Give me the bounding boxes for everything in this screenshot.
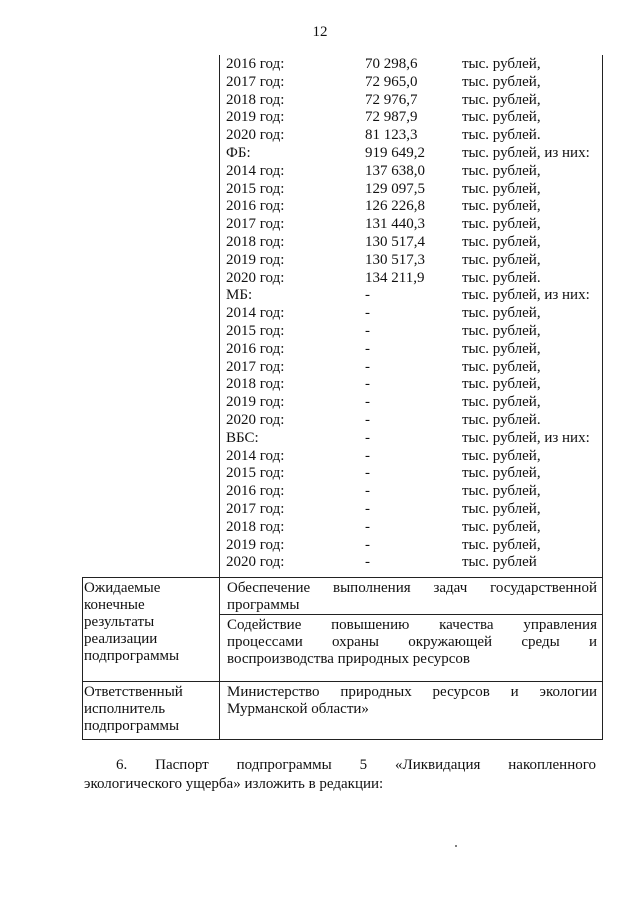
paragraph-6-line-1: 6. Паспорт подпрограммы 5 «Ликвидация накопленного xyxy=(116,757,596,773)
financing-row-label: 2018 год: xyxy=(226,376,285,393)
expected-results-label xyxy=(84,580,214,665)
financing-row-value: 129 097,5 xyxy=(365,180,425,197)
table-rule-results-top xyxy=(82,577,603,578)
financing-row-unit: тыс. рублей, xyxy=(462,465,541,482)
financing-row-value: 137 638,0 xyxy=(365,162,425,179)
financing-row-label: ФБ: xyxy=(226,145,251,161)
financing-row xyxy=(222,536,602,554)
paragraph-6 xyxy=(84,756,596,794)
financing-row-value: 72 976,7 xyxy=(365,91,418,108)
financing-row-value: - xyxy=(365,305,370,322)
financing-row xyxy=(222,482,602,500)
financing-row-unit: тыс. рублей, xyxy=(462,447,541,464)
financing-row xyxy=(222,429,602,447)
financing-row-label: 2019 год: xyxy=(226,394,285,411)
financing-row-label: ВБС: xyxy=(226,429,259,446)
financing-row-label: 2014 год: xyxy=(226,162,285,179)
expected-result-item-1-line: Обеспечение выполнения задач государственной xyxy=(227,580,597,596)
financing-row-unit: тыс. рублей, xyxy=(462,180,541,197)
responsible-label xyxy=(84,684,214,735)
table-rule-bottom xyxy=(82,739,603,740)
financing-row-value: - xyxy=(365,501,370,517)
responsible-value-line: Министерство природных ресурсов и экологии xyxy=(227,684,597,700)
expected-result-item-2 xyxy=(227,617,597,668)
responsible-value-line: Мурманской области» xyxy=(227,701,369,717)
responsible-label-line: исполнитель xyxy=(84,701,166,717)
financing-row-label: 2017 год: xyxy=(226,216,285,233)
financing-row-value: - xyxy=(365,536,370,553)
expected-results-label-line: подпрограммы xyxy=(84,648,180,664)
financing-row-unit: тыс. рублей, из них: xyxy=(462,429,590,446)
financing-row-label: 2019 год: xyxy=(226,251,285,268)
financing-row xyxy=(222,553,602,571)
page-number: 12 xyxy=(312,24,328,40)
financing-row-value: - xyxy=(365,376,370,393)
expected-result-item-1-line: программы xyxy=(227,597,300,613)
financing-row-label: 2016 год: xyxy=(226,198,285,215)
financing-row-label: 2014 год: xyxy=(226,447,285,464)
financing-row-value: - xyxy=(365,429,370,446)
financing-row-unit: тыс. рублей xyxy=(462,554,537,571)
financing-row-unit: тыс. рублей, xyxy=(462,109,541,126)
financing-row-unit: тыс. рублей, xyxy=(462,376,541,393)
financing-row xyxy=(222,233,602,251)
paragraph-6-line-2: экологического ущерба» изложить в редакции: xyxy=(84,776,384,792)
financing-row-unit: тыс. рублей, xyxy=(462,91,541,108)
financing-row-label: 2019 год: xyxy=(226,109,285,126)
financing-row xyxy=(222,464,602,482)
expected-results-label-line: Ожидаемые xyxy=(84,580,161,596)
financing-row-label: 2017 год: xyxy=(226,501,285,517)
financing-row xyxy=(222,126,602,144)
table-rule-responsible-top xyxy=(82,681,603,682)
financing-row-unit: тыс. рублей, xyxy=(462,305,541,322)
financing-row xyxy=(222,144,602,162)
financing-row-value: 130 517,4 xyxy=(365,234,425,250)
financing-row xyxy=(222,251,602,269)
financing-row-unit: тыс. рублей, xyxy=(462,198,541,215)
financing-row-label: 2020 год: xyxy=(226,127,285,144)
financing-row-unit: тыс. рублей, xyxy=(462,358,541,375)
financing-row-value: 130 517,3 xyxy=(365,251,425,268)
financing-row-value: - xyxy=(365,394,370,411)
financing-row-unit: тыс. рублей. xyxy=(462,269,541,286)
financing-row xyxy=(222,286,602,304)
financing-row-label: 2017 год: xyxy=(226,73,285,90)
financing-row-value: - xyxy=(365,518,370,535)
expected-result-item-2-line: Содействие повышению качества управления xyxy=(227,617,597,633)
financing-row-label: 2020 год: xyxy=(226,412,285,428)
financing-row xyxy=(222,304,602,322)
financing-row-unit: тыс. рублей, xyxy=(462,56,541,72)
financing-row-unit: тыс. рублей, из них: xyxy=(462,287,590,304)
financing-row-value: 919 649,2 xyxy=(365,145,425,161)
financing-row xyxy=(222,500,602,518)
responsible-value xyxy=(227,684,597,718)
financing-row xyxy=(222,108,602,126)
financing-row xyxy=(222,340,602,358)
financing-row xyxy=(222,215,602,233)
financing-row-unit: тыс. рублей, xyxy=(462,216,541,233)
expected-results-label-line: конечные xyxy=(84,597,145,613)
financing-row-value: - xyxy=(365,447,370,464)
financing-row-value: 81 123,3 xyxy=(365,127,418,144)
financing-row xyxy=(222,393,602,411)
expected-results-label-line: результаты xyxy=(84,614,155,630)
scan-speck xyxy=(455,845,457,847)
financing-row-label: 2017 год: xyxy=(226,358,285,375)
financing-row-value: 134 211,9 xyxy=(365,269,425,286)
financing-row xyxy=(222,375,602,393)
financing-row-label: 2014 год: xyxy=(226,305,285,322)
financing-row-label: 2016 год: xyxy=(226,340,285,357)
financing-row-unit: тыс. рублей, из них: xyxy=(462,145,590,161)
financing-row-label: 2016 год: xyxy=(226,483,285,500)
financing-row-unit: тыс. рублей, xyxy=(462,340,541,357)
financing-row-value: - xyxy=(365,483,370,500)
financing-row-label: 2018 год: xyxy=(226,91,285,108)
financing-row-unit: тыс. рублей, xyxy=(462,483,541,500)
financing-row-label: 2020 год: xyxy=(226,554,285,571)
financing-row-unit: тыс. рублей, xyxy=(462,518,541,535)
financing-row-value: - xyxy=(365,465,370,482)
table-divider-col xyxy=(219,55,220,740)
financing-row-label: 2020 год: xyxy=(226,269,285,286)
financing-row xyxy=(222,447,602,465)
expected-result-item-1 xyxy=(227,580,597,614)
financing-row-unit: тыс. рублей. xyxy=(462,412,541,428)
financing-row-value: - xyxy=(365,340,370,357)
financing-row-label: 2015 год: xyxy=(226,180,285,197)
financing-row xyxy=(222,73,602,91)
responsible-label-line: подпрограммы xyxy=(84,718,180,734)
financing-row-value: - xyxy=(365,554,370,571)
financing-row xyxy=(222,518,602,536)
table-border-left xyxy=(82,577,83,740)
financing-row xyxy=(222,197,602,215)
financing-row-value: 72 965,0 xyxy=(365,73,418,90)
financing-row xyxy=(222,91,602,109)
financing-row-value: - xyxy=(365,412,370,428)
financing-row-unit: тыс. рублей, xyxy=(462,73,541,90)
financing-row-value: 72 987,9 xyxy=(365,109,418,126)
financing-row-label: 2015 год: xyxy=(226,465,285,482)
expected-result-item-2-line: воспроизводства природных ресурсов xyxy=(227,651,471,667)
financing-row xyxy=(222,358,602,376)
table-border-right xyxy=(602,55,603,740)
expected-result-item-2-line: процессами охраны окружающей среды и xyxy=(227,634,597,650)
financing-row-value: - xyxy=(365,287,370,304)
financing-row xyxy=(222,180,602,198)
financing-row-label: 2018 год: xyxy=(226,518,285,535)
financing-row-label: 2016 год: xyxy=(226,56,285,72)
financing-row xyxy=(222,55,602,73)
table-rule-results-inner xyxy=(219,614,603,615)
financing-row xyxy=(222,411,602,429)
financing-row-value: - xyxy=(365,323,370,339)
financing-row-label: 2019 год: xyxy=(226,536,285,553)
financing-row xyxy=(222,269,602,287)
financing-row-unit: тыс. рублей. xyxy=(462,127,541,144)
financing-row xyxy=(222,162,602,180)
financing-row-value: 126 226,8 xyxy=(365,198,425,215)
financing-row-unit: тыс. рублей, xyxy=(462,234,541,250)
expected-results-label-line: реализации xyxy=(84,631,158,647)
financing-row-unit: тыс. рублей, xyxy=(462,501,541,517)
financing-row-label: 2018 год: xyxy=(226,234,285,250)
financing-row-unit: тыс. рублей, xyxy=(462,251,541,268)
financing-row-unit: тыс. рублей, xyxy=(462,394,541,411)
financing-row-value: 70 298,6 xyxy=(365,56,418,72)
financing-row-label: МБ: xyxy=(226,287,253,304)
financing-row-unit: тыс. рублей, xyxy=(462,162,541,179)
financing-row-value: - xyxy=(365,358,370,375)
financing-row xyxy=(222,322,602,340)
financing-row-unit: тыс. рублей, xyxy=(462,323,541,339)
responsible-label-line: Ответственный xyxy=(84,684,183,700)
financing-row-unit: тыс. рублей, xyxy=(462,536,541,553)
financing-row-label: 2015 год: xyxy=(226,323,285,339)
financing-row-value: 131 440,3 xyxy=(365,216,425,233)
